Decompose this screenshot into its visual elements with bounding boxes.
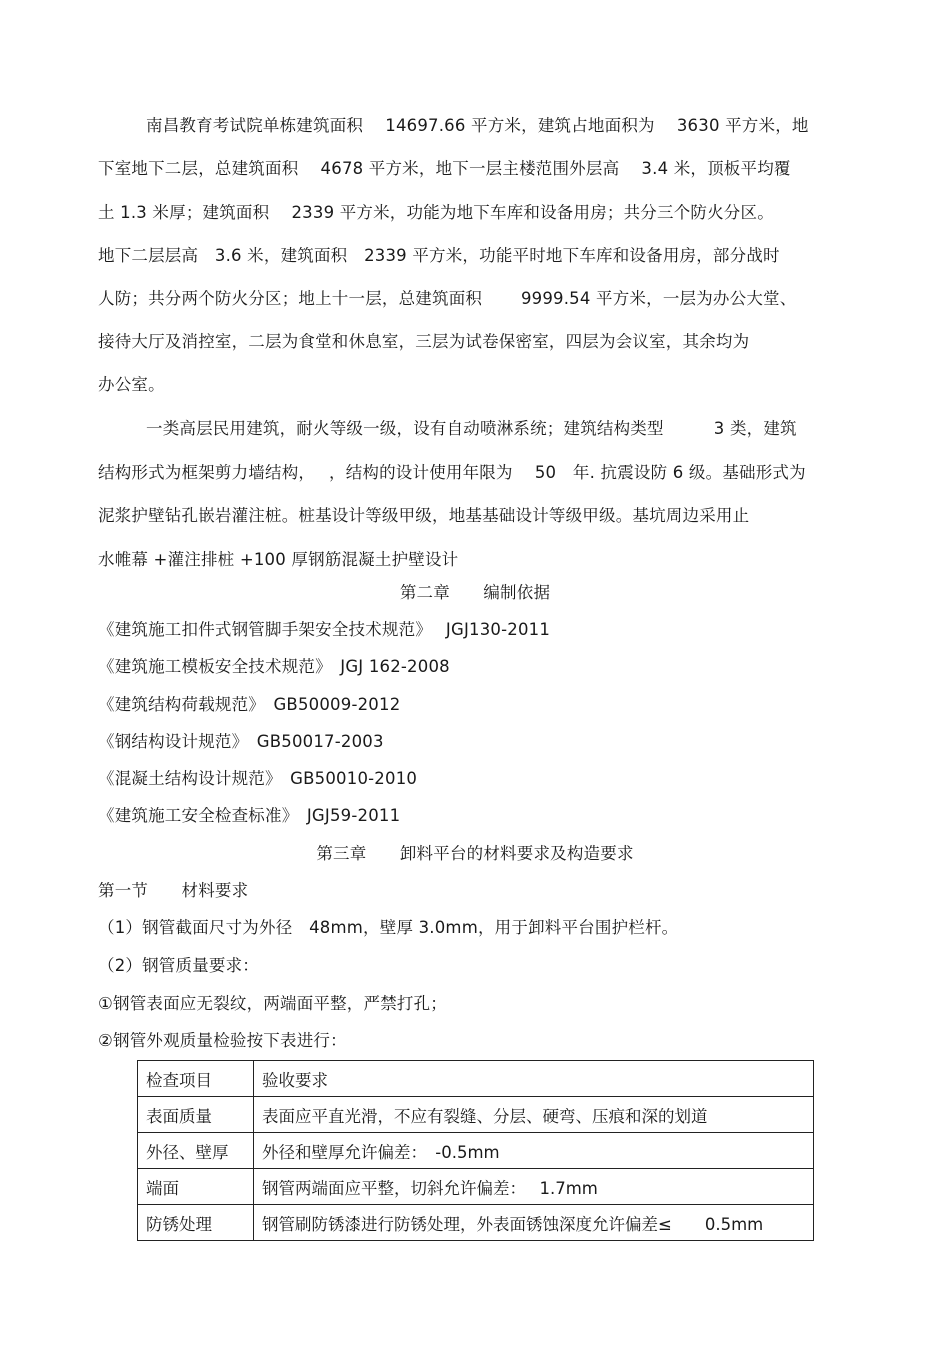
overview-line: 人防；共分两个防火分区；地上十一层，总建筑面积 9999.54 平方米，一层为办公大堂、 xyxy=(98,289,797,308)
overview-line: 接待大厅及消控室，二层为食堂和休息室，三层为试卷保密室，四层为会议室，其余均为 xyxy=(98,332,750,351)
inspection-table xyxy=(137,1060,814,1241)
table-row xyxy=(138,1061,814,1097)
requirement-item: ①钢管表面应无裂纹，两端面平整，严禁打孔； xyxy=(98,994,447,1013)
table-cell: 表面质量 xyxy=(138,1097,254,1133)
overview-line: 南昌教育考试院单栋建筑面积 14697.66 平方米，建筑占地面积为 3630 平方米，地 xyxy=(146,116,809,135)
requirement-item: （1）钢管截面尺寸为外径 48mm，壁厚 3.0mm，用于卸料平台围护栏杆。 xyxy=(98,918,679,937)
chapter-title: 第二章 编制依据 xyxy=(399,583,551,602)
reference-item: 《建筑施工扣件式钢管脚手架安全技术规范》 JGJ130-2011 xyxy=(98,620,551,639)
requirement-item: （2）钢管质量要求： xyxy=(98,956,259,975)
table-header-cell: 检查项目 xyxy=(138,1061,254,1097)
overview-line: 泥浆护壁钻孔嵌岩灌注桩。桩基设计等级甲级，地基基础设计等级甲级。基坑周边采用止 xyxy=(98,506,750,525)
reference-item: 《建筑施工模板安全技术规范》 JGJ 162-2008 xyxy=(98,657,450,676)
overview-line: 一类高层民用建筑，耐火等级一级，设有自动喷淋系统；建筑结构类型 3 类，建筑 xyxy=(146,419,797,438)
reference-item: 《钢结构设计规范》 GB50017-2003 xyxy=(98,732,384,751)
table-cell: 外径、壁厚 xyxy=(138,1133,254,1169)
overview-line: 地下二层层高 3.6 米，建筑面积 2339 平方米，功能平时地下车库和设备用房，部分战时 xyxy=(98,246,780,265)
table-row xyxy=(138,1133,814,1169)
table-row xyxy=(138,1205,814,1241)
overview-line: 水帷幕 +灌注排桩 +100 厚钢筋混凝土护壁设计 xyxy=(98,550,459,569)
table-row xyxy=(138,1169,814,1205)
table-cell: 钢管刷防锈漆进行防锈处理，外表面锈蚀深度允许偏差≤ 0.5mm xyxy=(254,1205,814,1241)
table-cell: 外径和壁厚允许偏差： -0.5mm xyxy=(254,1133,814,1169)
table-row xyxy=(138,1097,814,1133)
section-title: 第一节 材料要求 xyxy=(98,881,249,900)
table-cell: 端面 xyxy=(138,1169,254,1205)
reference-item: 《建筑结构荷载规范》 GB50009-2012 xyxy=(98,695,401,714)
overview-line: 办公室。 xyxy=(98,375,165,394)
overview-line: 土 1.3 米厚；建筑面积 2339 平方米，功能为地下车库和设备用房；共分三个防火分区。 xyxy=(98,203,774,222)
table-cell: 防锈处理 xyxy=(138,1205,254,1241)
table-header-cell: 验收要求 xyxy=(254,1061,814,1097)
table-cell: 表面应平直光滑，不应有裂缝、分层、硬弯、压痕和深的划道 xyxy=(254,1097,814,1133)
chapter-title: 第三章 卸料平台的材料要求及构造要求 xyxy=(316,844,634,863)
overview-line: 结构形式为框架剪力墙结构， ，结构的设计使用年限为 50 年. 抗震设防 6 级。基础形式为 xyxy=(98,463,806,482)
reference-item: 《建筑施工安全检查标准》 JGJ59-2011 xyxy=(98,806,401,825)
reference-item: 《混凝土结构设计规范》 GB50010-2010 xyxy=(98,769,418,788)
overview-line: 下室地下二层，总建筑面积 4678 平方米，地下一层主楼范围外层高 3.4 米，顶板平均覆 xyxy=(98,159,791,178)
requirement-item: ②钢管外观质量检验按下表进行： xyxy=(98,1031,347,1050)
table-cell: 钢管两端面应平整，切斜允许偏差： 1.7mm xyxy=(254,1169,814,1205)
